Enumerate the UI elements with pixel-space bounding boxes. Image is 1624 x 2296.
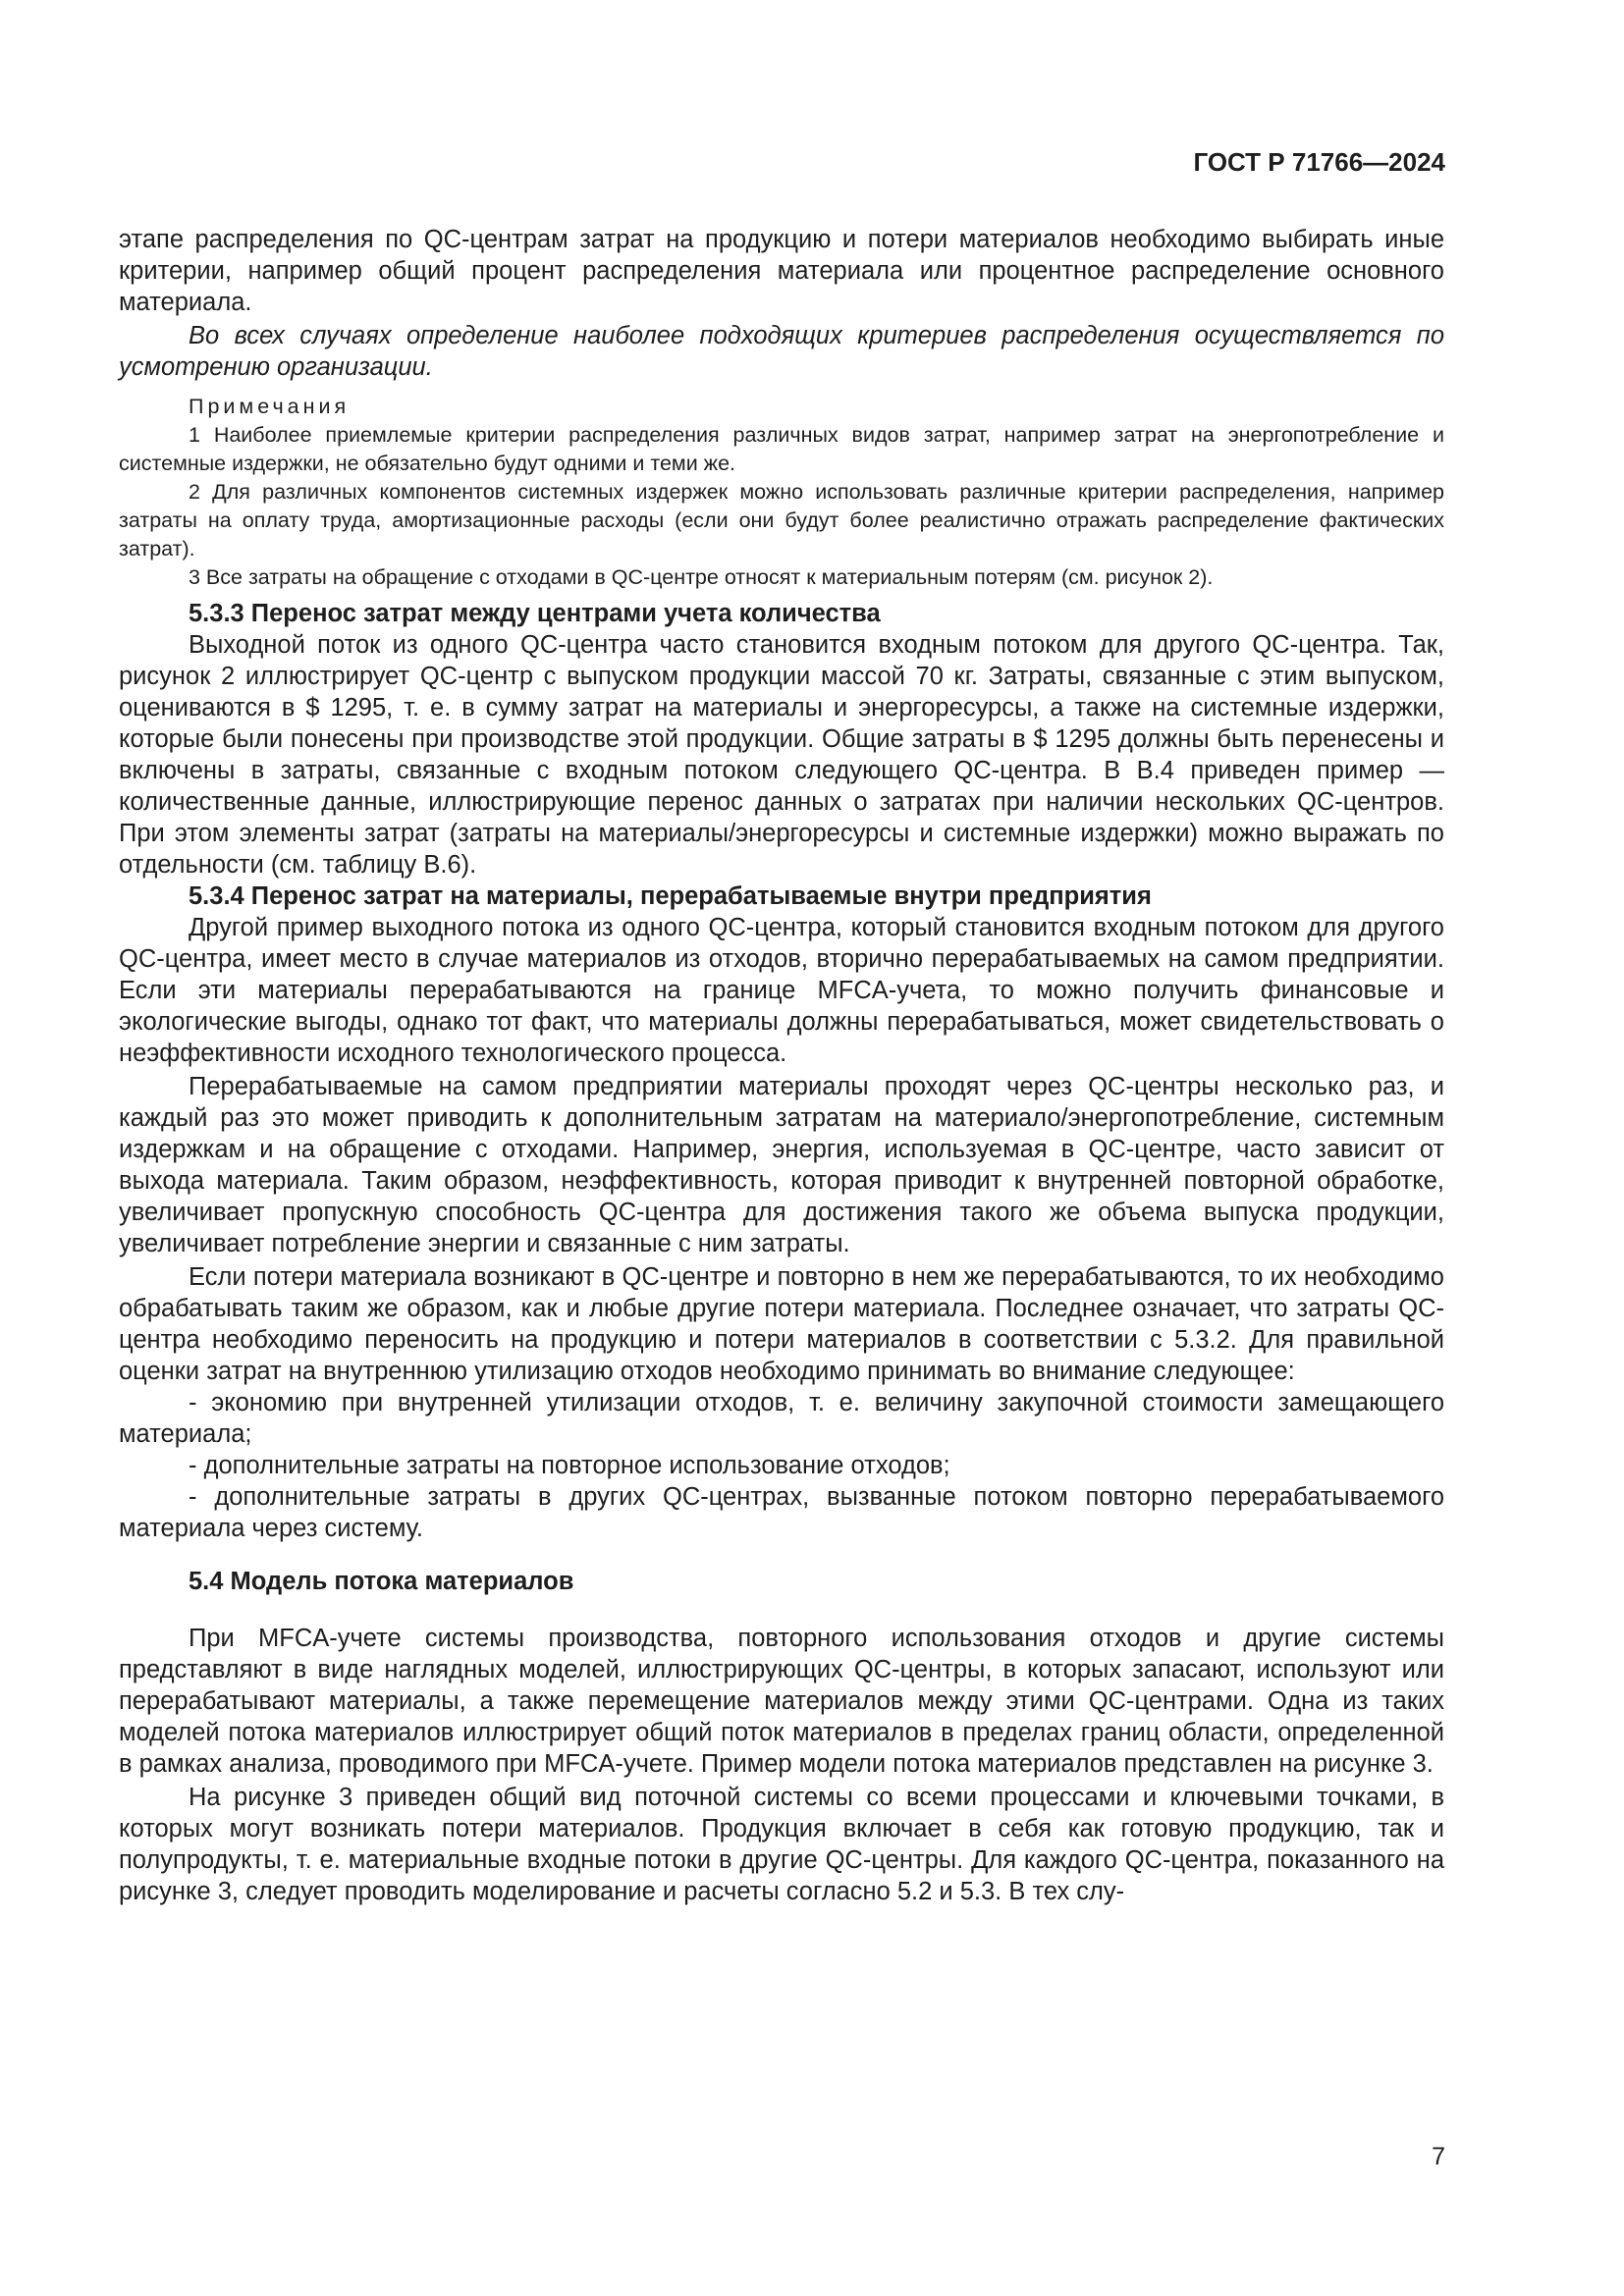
list-item-2: - дополнительные затраты на повторное использование отходов; [189,1452,950,1479]
standard-number: ГОСТ Р 71766—2024 [1193,147,1445,177]
paragraph-5-4-a: При MFCA-учете системы производства, повторного использования отходов и другие системы представляют в виде наглядных моделей, иллюстрирующих QC-центры, в которых запасают, используют или перерабатывают материалы, а также перемещение материалов между этими QC-центрами. Одна из таких моделей потока материалов иллюстрирует общий поток материалов в пределах границ области, определенной в рамках анализа, проводимого при MFCA-учете. Пример модели потока материалов представлен на рисунке 3. [119,1625,1444,1778]
page-number: 7 [1432,2143,1445,2170]
paragraph-5-3-3: Выходной поток из одного QC-центра часто становится входным потоком для другого QC-центра. Так, рисунок 2 иллюстрирует QC-центр с выпуском продукции массой 70 кг. Затраты, связанные с этим выпуском, оцениваются в $ 1295, т. е. в сумму затрат на материалы и энергоресурсы, а также на системные издержки, которые были понесены при производстве этой продукции. Общие затраты в $ 1295 должны быть перенесены и включены в затраты, связанные с входным потоком следующего QC-центра. В В.4 приведен пример — количественные данные, иллюстрирующие перенос данных о затратах при наличии нескольких QC-центров. При этом элементы затрат (затраты на материалы/энергоресурсы и системные издержки) можно выражать по отдельности (см. таблицу В.6). [119,631,1444,879]
notes-title: Примечания [189,395,351,418]
heading-5-4: 5.4 Модель потока материалов [189,1568,574,1595]
heading-5-3-3: 5.3.3 Перенос затрат между центрами учета количества [189,600,881,627]
paragraph-5-3-4-b: Перерабатываемые на самом предприятии материалы проходят через QC-центры несколько раз, и каждый раз это может приводить к дополнительным затратам на материало/энергопотребление, системным издержкам и на обращение с отходами. Например, энергия, используемая в QC-центре, часто зависит от выхода материала. Таким образом, неэффективность, которая приводит к внутренней повторной обработке, увеличивает пропускную способность QC-центра для достижения такого же объема выпуска продукции, увеличивает потребление энергии и связанные с ним затраты. [119,1073,1444,1257]
heading-5-3-4: 5.3.4 Перенос затрат на материалы, перерабатываемые внутри предприятия [189,882,1152,910]
paragraph-5-3-4-c: Если потери материала возникают в QC-центре и повторно в нем же перерабатываются, то их необходимо обрабатывать таким же образом, как и любые другие потери материала. Последнее означает, что затраты QC-центра необходимо переносить на продукцию и потери материалов в соответствии с 5.3.2. Для правильной оценки затрат на внутреннюю утилизацию отходов необходимо принимать во внимание следующее: [119,1263,1444,1385]
document-body [119,224,1444,1907]
note-2: 2 Для различных компонентов системных издержек можно использовать различные критерии распределения, например затраты на оплату труда, амортизационные расходы (если они будут более реалистично отражать распределение фактических затрат). [119,480,1444,561]
paragraph-intro: этапе распределения по QC-центрам затрат на продукцию и потери материалов необходимо выбирать иные критерии, например общий процент распределения материала или процентное распределение основного материала. [119,226,1444,316]
note-3: 3 Все затраты на обращение с отходами в QC-центре относят к материальным потерям (см. рисунок 2). [189,565,1214,589]
paragraph-5-4-b: На рисунке 3 приведен общий вид поточной системы со всеми процессами и ключевыми точками, в которых могут возникать потери материалов. Продукция включает в себя как готовую продукцию, так и полупродукты, т. е. материальные входные потоки в другие QC-центры. Для каждого QC-центра, показанного на рисунке 3, следует проводить моделирование и расчеты согласно 5.2 и 5.3. В тех слу- [119,1784,1444,1905]
note-1: 1 Наиболее приемлемые критерии распределения различных видов затрат, например затрат на энергопотребление и системные издержки, не обязательно будут одними и теми же. [119,423,1444,475]
paragraph-5-3-4-a: Другой пример выходного потока из одного QC-центра, который становится входным потоком для другого QC-центра, имеет место в случае материалов из отходов, вторично перерабатываемых на самом предприятии. Если эти материалы перерабатываются на границе MFCA-учета, то можно получить финансовые и экологические выгоды, однако тот факт, что материалы должны перерабатываться, может свидетельствовать о неэффективности исходного технологического процесса. [119,914,1444,1067]
list-item-3: - дополнительные затраты в других QC-центрах, вызванные потоком повторно перерабатываемого материала через систему. [119,1483,1444,1542]
paragraph-italic: Во всех случаях определение наиболее подходящих критериев распределения осуществляется по усмотрению организации. [119,322,1444,381]
notes-block [119,393,1444,592]
list-item-1: - экономию при внутренней утилизации отходов, т. е. величину закупочной стоимости замещающего материала; [119,1389,1444,1448]
